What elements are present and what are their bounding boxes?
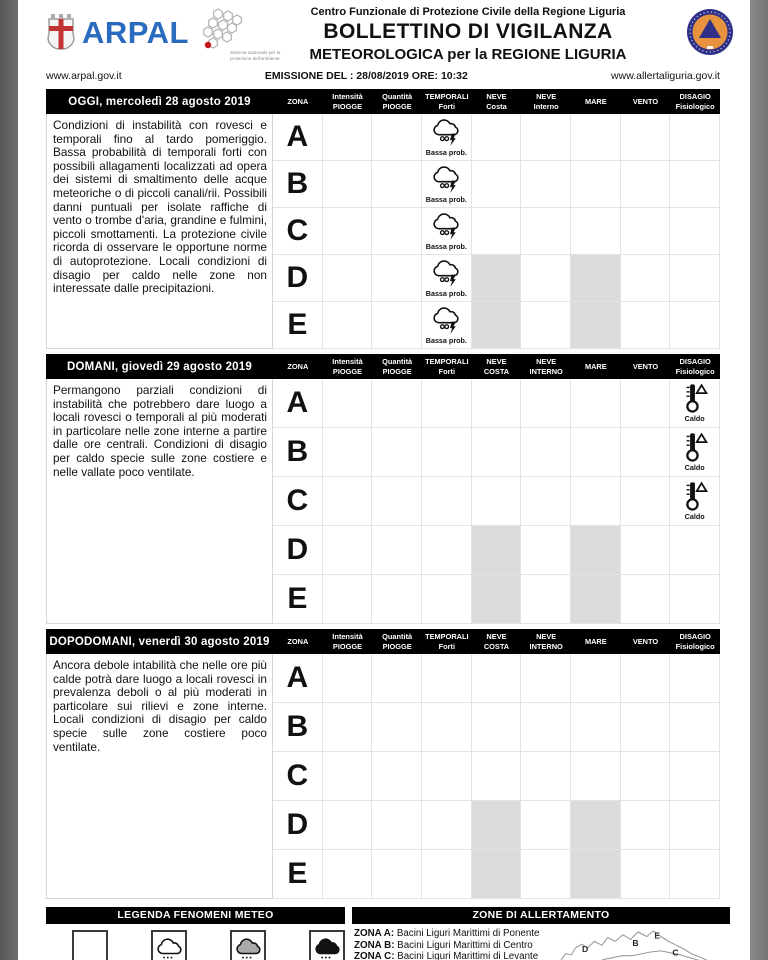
phenomenon-cell bbox=[571, 654, 621, 703]
phenomenon-cell bbox=[422, 208, 472, 255]
column-header: Quantità PIOGGE bbox=[382, 632, 413, 651]
forecast-section bbox=[46, 629, 720, 899]
phenomenon-cell bbox=[670, 575, 720, 624]
emission-date: EMISSIONE DEL : 28/08/2019 ORE: 10:32 bbox=[264, 70, 468, 82]
phenomenon-cell bbox=[422, 850, 472, 899]
phenomenon-cell bbox=[571, 752, 621, 801]
zone-cell: E bbox=[273, 575, 323, 624]
phenomenon-cell bbox=[323, 575, 373, 624]
phenomenon-cell bbox=[372, 255, 422, 302]
phenomenon-cell bbox=[571, 208, 621, 255]
page-margin-left bbox=[0, 0, 18, 960]
phenomenon-cell bbox=[372, 428, 422, 477]
storm-low-probability-icon bbox=[431, 306, 461, 335]
cell-caption: Caldo bbox=[684, 414, 705, 423]
phenomenon-cell bbox=[472, 114, 522, 161]
column-header: DISAGIO Fisiologico bbox=[675, 632, 715, 651]
section-rows bbox=[46, 379, 720, 624]
phenomenon-cell bbox=[670, 526, 720, 575]
column-header: Quantità PIOGGE bbox=[382, 357, 413, 376]
info-line bbox=[18, 70, 750, 82]
phenomenon-cell bbox=[670, 850, 720, 899]
forecast-section bbox=[46, 89, 720, 349]
section-description: Permangono parziali condizioni di instabilità che potrebbero dare luogo a locali rovesci o temporali al più moderati in particolare nelle zone interne a partire dalle ore centrali. Condizioni di disagio per caldo specie sulle zone costiere e nelle vallate poco ventilate. bbox=[46, 379, 273, 624]
column-header: VENTO bbox=[632, 636, 659, 646]
section-header-bar bbox=[46, 89, 720, 114]
phenomenon-cell bbox=[521, 255, 571, 302]
phenomenon-cell bbox=[521, 752, 571, 801]
not-applicable-cell bbox=[472, 575, 522, 624]
not-applicable-cell bbox=[571, 255, 621, 302]
zone-cell: C bbox=[273, 477, 323, 526]
phenomenon-cell bbox=[372, 526, 422, 575]
arpal-shield-icon bbox=[46, 13, 76, 53]
column-header: DISAGIO Fisiologico bbox=[675, 92, 715, 111]
phenomenon-cell bbox=[670, 654, 720, 703]
phenomenon-cell bbox=[621, 379, 671, 428]
arpal-logo-text: ARPAL bbox=[82, 15, 189, 50]
storm-low-probability-icon bbox=[431, 259, 461, 288]
column-header: TEMPORALI Forti bbox=[425, 632, 469, 651]
phenomenon-cell bbox=[422, 255, 472, 302]
zone-descriptions bbox=[352, 928, 548, 960]
arpal-logo bbox=[46, 13, 189, 53]
cell-caption: Bassa prob. bbox=[425, 147, 467, 157]
phenomenon-cell bbox=[372, 752, 422, 801]
phenomenon-cell bbox=[521, 477, 571, 526]
cell-caption: Bassa prob. bbox=[425, 241, 467, 251]
phenomenon-cell bbox=[521, 114, 571, 161]
legend-empty-box bbox=[72, 930, 108, 960]
phenomenon-cell bbox=[472, 161, 522, 208]
zone-cell: E bbox=[273, 302, 323, 349]
phenomenon-cell bbox=[422, 575, 472, 624]
not-applicable-cell bbox=[472, 850, 522, 899]
phenomenon-cell bbox=[621, 302, 671, 349]
phenomenon-cell bbox=[571, 428, 621, 477]
phenomenon-cell bbox=[621, 654, 671, 703]
heat-discomfort-icon bbox=[681, 481, 708, 511]
column-header: DISAGIO Fisiologico bbox=[675, 357, 715, 376]
title-block bbox=[270, 6, 666, 63]
bulletin-subtitle: METEOROLOGICA per la REGIONE LIGURIA bbox=[309, 46, 627, 63]
legend-cloud-white-box bbox=[151, 930, 187, 960]
cloud-rain-icon bbox=[234, 937, 262, 960]
phenomenon-cell bbox=[323, 654, 373, 703]
column-header: VENTO bbox=[632, 96, 659, 106]
phenomenon-cell bbox=[670, 114, 720, 161]
legend-title-bar: LEGENDA FENOMENI METEO bbox=[46, 907, 345, 924]
phenomenon-cell bbox=[372, 575, 422, 624]
phenomenon-cell bbox=[621, 428, 671, 477]
phenomenon-cell bbox=[472, 379, 522, 428]
phenomenon-cell bbox=[422, 752, 472, 801]
phenomenon-cell bbox=[621, 801, 671, 850]
phenomenon-cell bbox=[472, 752, 522, 801]
cloud-rain-icon bbox=[313, 937, 341, 960]
column-header: ZONA bbox=[287, 361, 309, 371]
phenomenon-cell bbox=[472, 208, 522, 255]
phenomenon-cell bbox=[422, 161, 472, 208]
column-header: NEVE INTERNO bbox=[529, 632, 563, 651]
phenomenon-cell bbox=[323, 161, 373, 208]
column-header: NEVE Interno bbox=[533, 92, 559, 111]
phenomenon-cell bbox=[621, 703, 671, 752]
zone-cell: A bbox=[273, 114, 323, 161]
bulletin-content bbox=[18, 0, 750, 960]
phenomenon-cell bbox=[472, 703, 522, 752]
column-header: NEVE COSTA bbox=[483, 357, 510, 376]
column-header: MARE bbox=[584, 96, 607, 106]
not-applicable-cell bbox=[571, 801, 621, 850]
phenomenon-cell bbox=[372, 161, 422, 208]
section-header-bar bbox=[46, 354, 720, 379]
phenomenon-cell bbox=[521, 428, 571, 477]
map-zone-letter: D bbox=[581, 943, 589, 954]
phenomenon-cell bbox=[422, 379, 472, 428]
phenomenon-cell bbox=[621, 526, 671, 575]
phenomenon-cell bbox=[521, 526, 571, 575]
phenomenon-cell bbox=[670, 302, 720, 349]
phenomenon-cell bbox=[670, 703, 720, 752]
phenomenon-cell bbox=[621, 255, 671, 302]
zone-cell: B bbox=[273, 161, 323, 208]
zone-cell: C bbox=[273, 208, 323, 255]
section-title: DOPODOMANI, venerdì 30 agosto 2019 bbox=[49, 635, 270, 648]
zone-label: ZONA B: bbox=[354, 939, 395, 951]
forecast-section bbox=[46, 354, 720, 624]
zone-legend-line: ZONA C: Bacini Liguri Marittimi di Levante bbox=[354, 951, 539, 960]
phenomenon-cell bbox=[323, 801, 373, 850]
zone-legend-line: ZONA B: Bacini Liguri Marittimi di Centro bbox=[354, 939, 533, 951]
column-header: Quantità PIOGGE bbox=[382, 92, 413, 111]
phenomenon-cell bbox=[670, 255, 720, 302]
section-description: Condizioni di instabilità con rovesci e temporali fino al tardo pomeriggio. Bassa probabilità di temporali forti con possibili allagamenti localizzati ad opera dei sistemi di smaltimento delle acque meteoriche o di piccoli canali/rii. Possibili danni puntuali per isolate raffiche di vento o trombe d'aria, grandine e fulmini, piccoli smottamenti. La protezione civile ricorda di osservare le opportune norme di autoprotezione. Locali condizioni di disagio per caldo nelle zone non interessate dalle precipitazioni. bbox=[46, 114, 273, 349]
phenomenon-cell bbox=[422, 654, 472, 703]
section-header-bar bbox=[46, 629, 720, 654]
cloud-rain-icon bbox=[155, 937, 183, 960]
cell-caption: Bassa prob. bbox=[425, 335, 467, 345]
alert-zones-legend bbox=[352, 907, 730, 960]
phenomenon-cell bbox=[621, 114, 671, 161]
phenomenon-cell bbox=[323, 379, 373, 428]
phenomenon-cell bbox=[372, 801, 422, 850]
column-header: NEVE INTERNO bbox=[529, 357, 563, 376]
not-applicable-cell bbox=[472, 526, 522, 575]
not-applicable-cell bbox=[571, 302, 621, 349]
column-header: NEVE COSTA bbox=[483, 632, 510, 651]
phenomenon-cell bbox=[670, 801, 720, 850]
phenomenon-cell bbox=[621, 575, 671, 624]
phenomenon-cell bbox=[372, 703, 422, 752]
phenomenon-cell bbox=[323, 114, 373, 161]
phenomenon-cell bbox=[670, 477, 720, 526]
not-applicable-cell bbox=[472, 801, 522, 850]
phenomenon-cell bbox=[521, 654, 571, 703]
phenomenon-cell bbox=[571, 477, 621, 526]
page-margin-right bbox=[750, 0, 768, 960]
phenomenon-cell bbox=[323, 850, 373, 899]
phenomenon-cell bbox=[372, 850, 422, 899]
protezione-civile-logo bbox=[685, 7, 735, 62]
zone-legend-line: ZONA A: Bacini Liguri Marittimi di Ponente bbox=[354, 928, 540, 939]
zone-cell: C bbox=[273, 752, 323, 801]
column-header: MARE bbox=[584, 361, 607, 371]
phenomenon-cell bbox=[670, 379, 720, 428]
legend-items-row bbox=[72, 930, 345, 960]
zone-cell: D bbox=[273, 801, 323, 850]
snpa-hexagons-icon bbox=[186, 7, 264, 53]
column-header: TEMPORALI Forti bbox=[425, 92, 469, 111]
phenomenon-cell bbox=[323, 255, 373, 302]
column-header: TEMPORALI Forti bbox=[425, 357, 469, 376]
zone-cell: D bbox=[273, 255, 323, 302]
phenomenon-cell bbox=[422, 428, 472, 477]
zones-title-bar: ZONE DI ALLERTAMENTO bbox=[352, 907, 730, 924]
cell-caption: Bassa prob. bbox=[425, 194, 467, 204]
phenomenon-cell bbox=[521, 161, 571, 208]
phenomenon-cell bbox=[571, 703, 621, 752]
cell-caption: Bassa prob. bbox=[425, 288, 467, 298]
column-header: Intensità PIOGGE bbox=[332, 357, 363, 376]
legend-cloud-black-box bbox=[309, 930, 345, 960]
phenomenon-cell bbox=[472, 654, 522, 703]
zone-cell: A bbox=[273, 379, 323, 428]
phenomenon-cell bbox=[372, 477, 422, 526]
legend-cloud-gray-box bbox=[230, 930, 266, 960]
phenomenon-cell bbox=[670, 208, 720, 255]
phenomenon-cell bbox=[323, 477, 373, 526]
heat-discomfort-icon bbox=[681, 432, 708, 462]
phenomenon-cell bbox=[422, 703, 472, 752]
section-description: Ancora debole intabilità che nelle ore più calde potrà dare luogo a locali rovesci in prevalenza deboli o al più moderati in particolare sui rilievi e zone interne. Locali condizioni di disagio per caldo specie sulle zone costiere poco ventilate. bbox=[46, 654, 273, 899]
liguria-map bbox=[552, 929, 730, 960]
column-header: ZONA bbox=[287, 636, 309, 646]
phenomenon-cell bbox=[372, 302, 422, 349]
phenomenon-cell bbox=[323, 302, 373, 349]
phenomenon-cell bbox=[521, 703, 571, 752]
cell-caption: Caldo bbox=[684, 463, 705, 472]
phenomenon-cell bbox=[621, 161, 671, 208]
protezione-civile-icon bbox=[685, 7, 735, 57]
heat-discomfort-icon bbox=[681, 383, 708, 413]
not-applicable-cell bbox=[571, 850, 621, 899]
phenomenon-cell bbox=[521, 208, 571, 255]
phenomenon-cell bbox=[422, 477, 472, 526]
not-applicable-cell bbox=[571, 526, 621, 575]
zones-content bbox=[352, 928, 730, 960]
arpal-url: www.arpal.gov.it bbox=[46, 70, 122, 82]
section-title: OGGI, mercoledì 28 agosto 2019 bbox=[68, 95, 251, 108]
map-zone-letter: E bbox=[654, 930, 661, 941]
map-zone-letter: B bbox=[632, 938, 639, 949]
phenomenon-cell bbox=[670, 428, 720, 477]
zone-cell: E bbox=[273, 850, 323, 899]
bulletin-title: BOLLETTINO DI VIGILANZA bbox=[323, 20, 613, 43]
header bbox=[18, 5, 750, 63]
map-zone-letter: C bbox=[672, 947, 679, 958]
section-title: DOMANI, giovedì 29 agosto 2019 bbox=[67, 360, 252, 373]
org-line: Centro Funzionale di Protezione Civile della Regione Liguria bbox=[310, 6, 626, 18]
phenomenon-cell bbox=[571, 114, 621, 161]
storm-low-probability-icon bbox=[431, 212, 461, 241]
phenomenon-cell bbox=[372, 114, 422, 161]
zone-label: ZONA C: bbox=[354, 951, 395, 960]
phenomena-legend bbox=[46, 907, 345, 960]
phenomenon-cell bbox=[670, 752, 720, 801]
column-header: MARE bbox=[584, 636, 607, 646]
phenomenon-cell bbox=[422, 302, 472, 349]
not-applicable-cell bbox=[472, 302, 522, 349]
phenomenon-cell bbox=[571, 161, 621, 208]
phenomenon-cell bbox=[521, 379, 571, 428]
allerta-url: www.allertaliguria.gov.it bbox=[611, 70, 720, 82]
phenomenon-cell bbox=[372, 208, 422, 255]
phenomenon-cell bbox=[323, 428, 373, 477]
column-header: Intensità PIOGGE bbox=[332, 92, 363, 111]
phenomenon-cell bbox=[521, 850, 571, 899]
phenomenon-cell bbox=[521, 575, 571, 624]
phenomenon-cell bbox=[323, 526, 373, 575]
phenomenon-cell bbox=[621, 477, 671, 526]
column-header: NEVE Costa bbox=[486, 92, 507, 111]
storm-low-probability-icon bbox=[431, 118, 461, 147]
cell-caption: Caldo bbox=[684, 512, 705, 521]
zone-cell: B bbox=[273, 428, 323, 477]
phenomenon-cell bbox=[372, 654, 422, 703]
not-applicable-cell bbox=[571, 575, 621, 624]
storm-low-probability-icon bbox=[431, 165, 461, 194]
phenomenon-cell bbox=[521, 801, 571, 850]
phenomenon-cell bbox=[621, 850, 671, 899]
section-rows bbox=[46, 654, 720, 899]
phenomenon-cell bbox=[323, 752, 373, 801]
phenomenon-cell bbox=[422, 526, 472, 575]
bottom-legend-area bbox=[46, 907, 720, 960]
phenomenon-cell bbox=[472, 477, 522, 526]
column-header: ZONA bbox=[287, 96, 309, 106]
phenomenon-cell bbox=[472, 428, 522, 477]
snpa-caption: Sistema nazionale per la protezione dell'ambiente bbox=[230, 50, 281, 61]
not-applicable-cell bbox=[472, 255, 522, 302]
phenomenon-cell bbox=[422, 114, 472, 161]
phenomenon-cell bbox=[621, 752, 671, 801]
column-header: VENTO bbox=[632, 361, 659, 371]
zone-label: ZONA A: bbox=[354, 928, 395, 939]
zone-cell: B bbox=[273, 703, 323, 752]
phenomenon-cell bbox=[422, 801, 472, 850]
phenomenon-cell bbox=[571, 379, 621, 428]
phenomenon-cell bbox=[323, 208, 373, 255]
phenomenon-cell bbox=[621, 208, 671, 255]
zone-cell: A bbox=[273, 654, 323, 703]
section-rows bbox=[46, 114, 720, 349]
phenomenon-cell bbox=[670, 161, 720, 208]
column-header: Intensità PIOGGE bbox=[332, 632, 363, 651]
phenomenon-cell bbox=[323, 703, 373, 752]
phenomenon-cell bbox=[521, 302, 571, 349]
zone-cell: D bbox=[273, 526, 323, 575]
forecast-sections bbox=[46, 89, 720, 899]
phenomenon-cell bbox=[372, 379, 422, 428]
